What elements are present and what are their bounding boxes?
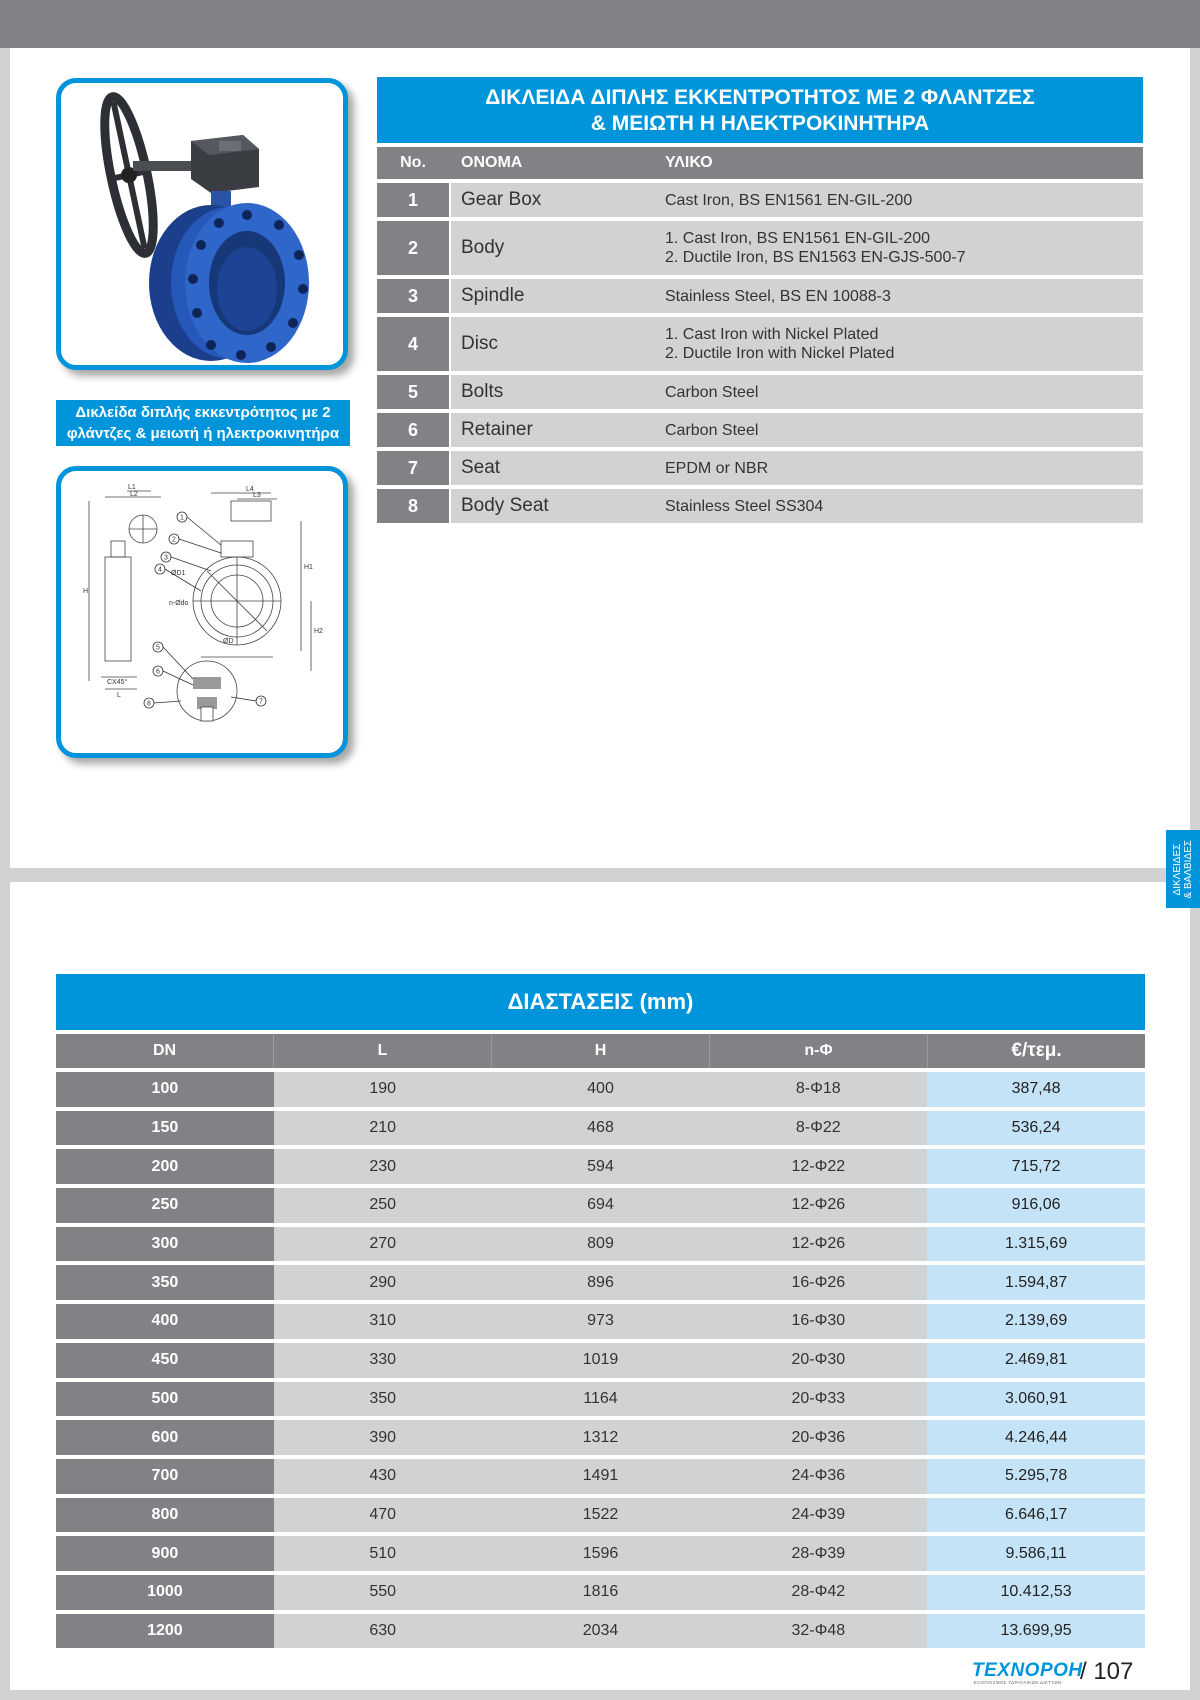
cell-n-phi: 24-Φ39 — [709, 1498, 927, 1533]
header-price: €/τεμ. — [1011, 1040, 1062, 1061]
cell-h: 1019 — [492, 1343, 710, 1378]
cell-dn: 1000 — [56, 1575, 274, 1610]
cell-price: 536,24 — [927, 1111, 1145, 1146]
parts-title-line1: ΔΙΚΛΕΙΔΑ ΔΙΠΛΗΣ ΕΚΚΕΝΤΡΟΤΗΤΟΣ ΜΕ 2 ΦΛΑΝΤΖΕΣ — [485, 86, 1035, 109]
table-row — [56, 1188, 1145, 1223]
side-tab-label: ΔΙΚΛΕΙΔΕΣ & ΒΑΛΒΙΔΕΣ — [1172, 839, 1194, 899]
part-number: 7 — [377, 451, 449, 485]
cell-n-phi: 12-Φ22 — [709, 1149, 927, 1184]
cell-price: 2.469,81 — [927, 1343, 1145, 1378]
cell-l: 330 — [274, 1343, 492, 1378]
table-row — [56, 1304, 1145, 1339]
table-row — [377, 489, 1143, 523]
label-h1: H1 — [304, 564, 313, 571]
cell-n-phi: 28-Φ39 — [709, 1536, 927, 1571]
label-l3: L3 — [253, 492, 261, 499]
header-n-phi: n-Φ — [710, 1034, 928, 1068]
table-row — [377, 317, 1143, 371]
part-name: Body Seat — [451, 489, 653, 523]
cell-h: 468 — [492, 1111, 710, 1146]
label-l4: L4 — [246, 486, 254, 493]
table-row — [377, 279, 1143, 313]
cell-price: 5.295,78 — [927, 1459, 1145, 1494]
parts-table-header — [377, 147, 1143, 179]
label-d1: ØD1 — [171, 570, 186, 577]
part-number: 4 — [377, 317, 449, 371]
cell-n-phi: 12-Φ26 — [709, 1188, 927, 1223]
cell-n-phi: 8-Φ18 — [709, 1072, 927, 1107]
cell-n-phi: 16-Φ26 — [709, 1265, 927, 1300]
product-photo — [56, 78, 348, 370]
cell-l: 310 — [274, 1304, 492, 1339]
part-number: 2 — [377, 221, 449, 275]
table-row — [56, 1536, 1145, 1571]
cell-price: 1.594,87 — [927, 1265, 1145, 1300]
table-row — [56, 1498, 1145, 1533]
header-h: H — [492, 1034, 710, 1068]
cell-h: 1164 — [492, 1382, 710, 1417]
callout-1: 1 — [180, 514, 184, 522]
cell-price: 10.412,53 — [927, 1575, 1145, 1610]
valve-technical-drawing — [61, 471, 343, 753]
part-number: 1 — [377, 183, 449, 217]
bottom-band — [0, 1690, 1200, 1700]
label-d: ØD — [223, 638, 234, 645]
cell-n-phi: 20-Φ30 — [709, 1343, 927, 1378]
cell-price: 1.315,69 — [927, 1227, 1145, 1262]
cell-l: 470 — [274, 1498, 492, 1533]
page-number: / 107 — [1080, 1658, 1134, 1685]
part-material — [653, 375, 1143, 409]
part-number: 3 — [377, 279, 449, 313]
valve-photo-illustration — [61, 83, 343, 365]
dimensions-table-body — [56, 1072, 1145, 1648]
cell-dn: 150 — [56, 1111, 274, 1146]
header-name: ΟΝΟΜΑ — [461, 154, 523, 171]
part-name: Seat — [451, 451, 653, 485]
parts-table — [377, 77, 1143, 523]
cell-dn: 900 — [56, 1536, 274, 1571]
part-material-line1: 1. Cast Iron with Nickel Plated — [665, 326, 879, 343]
cell-l: 210 — [274, 1111, 492, 1146]
cell-price: 4.246,44 — [927, 1420, 1145, 1455]
cell-dn: 600 — [56, 1420, 274, 1455]
part-material-line1: Carbon Steel — [665, 421, 759, 439]
part-material — [653, 183, 1143, 217]
cell-l: 350 — [274, 1382, 492, 1417]
cell-l: 430 — [274, 1459, 492, 1494]
table-row — [377, 451, 1143, 485]
cell-dn: 300 — [56, 1227, 274, 1262]
cell-price: 916,06 — [927, 1188, 1145, 1223]
part-material-line1: Carbon Steel — [665, 383, 759, 401]
label-nd: n-Ødo — [169, 600, 189, 607]
cell-price: 387,48 — [927, 1072, 1145, 1107]
table-row — [377, 221, 1143, 275]
part-material-line2: 2. Ductile Iron with Nickel Plated — [665, 345, 895, 362]
cell-l: 630 — [274, 1614, 492, 1649]
cell-n-phi: 16-Φ30 — [709, 1304, 927, 1339]
part-material — [653, 317, 1143, 371]
part-name: Bolts — [451, 375, 653, 409]
table-row — [377, 183, 1143, 217]
table-row — [56, 1343, 1145, 1378]
part-number: 5 — [377, 375, 449, 409]
part-name: Disc — [451, 317, 653, 371]
table-row — [56, 1614, 1145, 1649]
table-row — [377, 413, 1143, 447]
cell-h: 1491 — [492, 1459, 710, 1494]
cell-price: 13.699,95 — [927, 1614, 1145, 1649]
top-bar — [0, 0, 1200, 48]
label-h: H — [83, 588, 89, 595]
cell-dn: 350 — [56, 1265, 274, 1300]
table-row — [56, 1420, 1145, 1455]
cell-price: 715,72 — [927, 1149, 1145, 1184]
cell-n-phi: 32-Φ48 — [709, 1614, 927, 1649]
cell-l: 250 — [274, 1188, 492, 1223]
cell-dn: 400 — [56, 1304, 274, 1339]
cell-h: 896 — [492, 1265, 710, 1300]
part-material-line1: EPDM or NBR — [665, 459, 769, 477]
dimensions-table — [56, 974, 1145, 1648]
parts-title-line2: & ΜΕΙΩΤΗ Η ΗΛΕΚΤΡΟΚΙΝΗΤΗΡΑ — [590, 112, 930, 135]
cell-h: 809 — [492, 1227, 710, 1262]
part-material-line1: 1. Cast Iron, BS EN1561 EN-GIL-200 — [665, 230, 931, 247]
cell-h: 1816 — [492, 1575, 710, 1610]
label-h2: H2 — [314, 628, 323, 635]
cell-dn: 450 — [56, 1343, 274, 1378]
cell-dn: 200 — [56, 1149, 274, 1184]
header-l: L — [274, 1034, 492, 1068]
technical-drawing — [56, 466, 348, 758]
table-row — [56, 1382, 1145, 1417]
header-material: ΥΛΙΚΟ — [665, 154, 713, 171]
cell-l: 230 — [274, 1149, 492, 1184]
cell-dn: 250 — [56, 1188, 274, 1223]
cell-l: 290 — [274, 1265, 492, 1300]
callout-3: 3 — [164, 554, 168, 562]
table-row — [56, 1575, 1145, 1610]
callout-6: 6 — [156, 668, 160, 676]
part-name: Gear Box — [451, 183, 653, 217]
part-number: 6 — [377, 413, 449, 447]
part-material-line1: Stainless Steel, BS EN 10088-3 — [665, 287, 891, 305]
cell-dn: 1200 — [56, 1614, 274, 1649]
dimensions-table-title: ΔΙΑΣΤΑΣΕΙΣ (mm) — [56, 974, 1145, 1030]
cell-h: 400 — [492, 1072, 710, 1107]
cell-price: 3.060,91 — [927, 1382, 1145, 1417]
parts-table-title — [377, 77, 1143, 143]
cell-l: 270 — [274, 1227, 492, 1262]
part-material — [653, 221, 1143, 275]
brand-name: ΤΕΧΝΟΡΟΗ — [972, 1660, 1083, 1681]
label-l1: L1 — [128, 484, 136, 491]
label-l2: L2 — [130, 491, 138, 498]
part-material-line1: Stainless Steel SS304 — [665, 497, 824, 515]
cell-h: 1596 — [492, 1536, 710, 1571]
caption-line2: φλάντζες & μειωτή ή ηλεκτροκινητήρα — [66, 425, 340, 442]
part-material — [653, 489, 1143, 523]
part-material — [653, 279, 1143, 313]
side-section-tab[interactable] — [1166, 830, 1200, 908]
part-material-line1: Cast Iron, BS EN1561 EN-GIL-200 — [665, 191, 913, 209]
header-no: No. — [400, 154, 426, 171]
label-l: L — [117, 692, 121, 699]
part-name: Retainer — [451, 413, 653, 447]
cell-n-phi: 28-Φ42 — [709, 1575, 927, 1610]
label-cx: CX45° — [107, 679, 128, 686]
brand-tagline: ΕΞΟΠΛΙΣΜΟΣ ΥΔΡΑΥΛΙΚΩΝ ΔΙΚΤΥΩΝ — [974, 1680, 1062, 1685]
cell-n-phi: 8-Φ22 — [709, 1111, 927, 1146]
table-row — [56, 1072, 1145, 1107]
cell-l: 550 — [274, 1575, 492, 1610]
callout-5: 5 — [156, 644, 160, 652]
part-material-line2: 2. Ductile Iron, BS EN1563 EN-GJS-500-7 — [665, 249, 966, 266]
callout-4: 4 — [158, 566, 162, 574]
cell-h: 594 — [492, 1149, 710, 1184]
cell-dn: 100 — [56, 1072, 274, 1107]
cell-n-phi: 20-Φ36 — [709, 1420, 927, 1455]
callout-7: 7 — [259, 698, 263, 706]
product-caption — [56, 400, 350, 446]
cell-dn: 500 — [56, 1382, 274, 1417]
table-row — [56, 1111, 1145, 1146]
part-material — [653, 451, 1143, 485]
table-row — [377, 375, 1143, 409]
table-row — [56, 1265, 1145, 1300]
table-row — [56, 1227, 1145, 1262]
header-dn: DN — [56, 1034, 274, 1068]
cell-l: 390 — [274, 1420, 492, 1455]
cell-h: 2034 — [492, 1614, 710, 1649]
cell-price: 2.139,69 — [927, 1304, 1145, 1339]
cell-h: 1522 — [492, 1498, 710, 1533]
caption-line1: Δικλείδα διπλής εκκεντρότητος με 2 — [75, 404, 331, 421]
part-name: Body — [451, 221, 653, 275]
callout-2: 2 — [172, 536, 176, 544]
handwheel — [95, 93, 163, 257]
cell-price: 6.646,17 — [927, 1498, 1145, 1533]
cell-n-phi: 20-Φ33 — [709, 1382, 927, 1417]
cell-h: 694 — [492, 1188, 710, 1223]
cell-dn: 800 — [56, 1498, 274, 1533]
cell-l: 190 — [274, 1072, 492, 1107]
part-material — [653, 413, 1143, 447]
callout-8: 8 — [147, 700, 151, 708]
table-row — [56, 1459, 1145, 1494]
table-row — [56, 1149, 1145, 1184]
cell-h: 1312 — [492, 1420, 710, 1455]
cell-h: 973 — [492, 1304, 710, 1339]
cell-n-phi: 24-Φ36 — [709, 1459, 927, 1494]
part-name: Spindle — [451, 279, 653, 313]
section-divider — [0, 868, 1200, 882]
cell-l: 510 — [274, 1536, 492, 1571]
dimensions-table-header — [56, 1034, 1145, 1068]
cell-n-phi: 12-Φ26 — [709, 1227, 927, 1262]
cell-dn: 700 — [56, 1459, 274, 1494]
cell-price: 9.586,11 — [927, 1536, 1145, 1571]
part-number: 8 — [377, 489, 449, 523]
